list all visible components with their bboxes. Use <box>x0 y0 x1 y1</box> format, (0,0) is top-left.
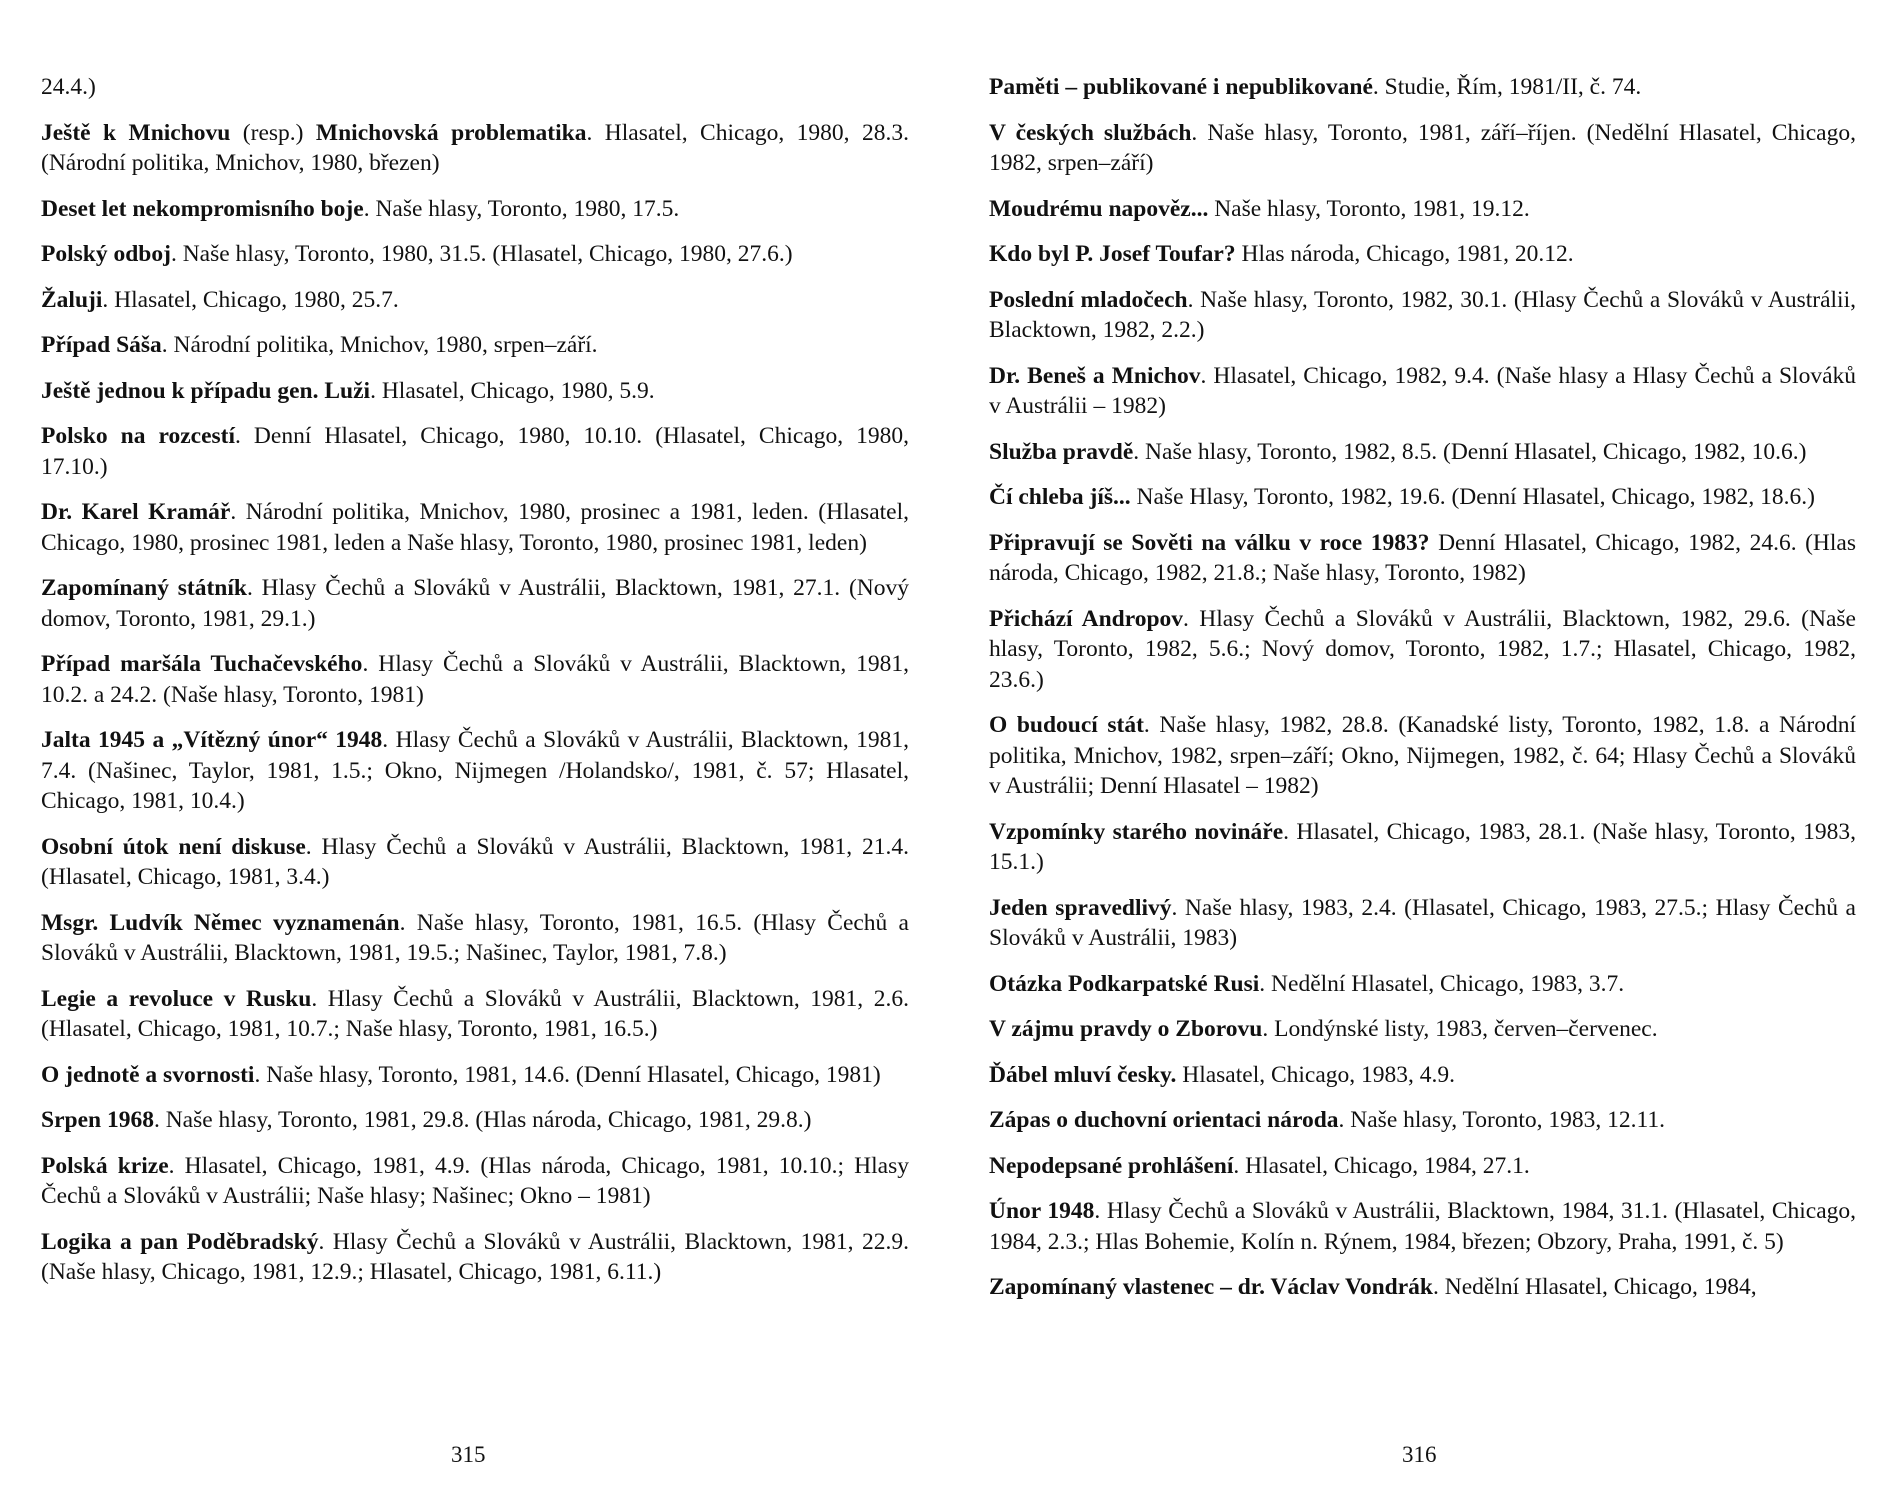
entry-title: Poslední mladočech <box>989 286 1188 313</box>
bibliography-entry <box>41 194 909 225</box>
entry-text: . Hlasy Čechů a Slováků v Austrálii, Blacktown, 1981, 21.4. (Hlasatel, Chicago, 1981, 3.4.) <box>41 833 910 890</box>
bibliography-entry <box>41 497 909 558</box>
entry-text: . Hlasatel, Chicago, 1984, 27.1. <box>1233 1152 1530 1179</box>
entry-text: . Naše hlasy, Toronto, 1980, 31.5. (Hlasatel, Chicago, 1980, 27.6.) <box>170 241 793 267</box>
bibliography-entry <box>41 118 909 179</box>
entry-title: Jalta 1945 a „Vítězný únor“ 1948 <box>41 727 383 753</box>
entry-title: Msgr. Ludvík Němec vyznamenán <box>41 909 400 936</box>
bibliography-entry <box>41 330 909 361</box>
bibliography-entry <box>41 725 909 817</box>
entry-title: Polský odboj <box>41 241 171 267</box>
bibliography-entry <box>41 984 909 1045</box>
entry-text: . Naše hlasy, Toronto, 1980, 17.5. <box>363 195 680 222</box>
bibliography-entry <box>989 604 1856 696</box>
bibliography-entry <box>41 376 909 407</box>
entry-title: Moudrému napověz... <box>989 195 1209 222</box>
entry-text: . Hlasatel, Chicago, 1980, 25.7. <box>102 286 399 313</box>
entry-title: O jednotě a svornosti <box>41 1061 255 1088</box>
bibliography-entry <box>41 573 909 634</box>
bibliography-entry <box>989 893 1856 954</box>
bibliography-entry <box>989 1060 1856 1091</box>
entry-text: . Hlasy Čechů a Slováků v Austrálii, Blacktown, 1981, 27.1. (Nový domov, Toronto, 1981, 29.1.) <box>41 575 909 632</box>
bibliography-entry <box>989 239 1856 270</box>
entry-text: . Hlasy Čechů a Slováků v Austrálii, Blacktown, 1981, 7.4. (Našinec, Taylor, 1981, 1.5.; Okno, Nijmegen /Holandsko/, 1981, č. 57; Hlasatel, Chicago, 1981, 10.4.) <box>41 727 909 814</box>
bibliography-entry <box>989 72 1856 103</box>
entry-title: Dr. Karel Kramář <box>41 499 231 525</box>
entry-text: . Hlasatel, Chicago, 1980, 28.3. (Národní politika, Mnichov, 1980, březen) <box>41 119 909 176</box>
entry-title: Legie a revoluce v Rusku <box>41 985 312 1012</box>
entry-title: Jeden spravedlivý <box>989 894 1172 921</box>
entry-text: Naše hlasy, Toronto, 1981, 19.12. <box>1208 195 1530 222</box>
entry-title: Čí chleba jíš... <box>989 484 1131 510</box>
bibliography-entry <box>989 437 1856 468</box>
entry-title: Služba pravdě <box>989 438 1134 465</box>
entry-text: . Naše hlasy, Toronto, 1982, 30.1. (Hlasy Čechů a Slováků v Austrálii, Blacktown, 1982, 2.2.) <box>989 286 1856 343</box>
bibliography-entry <box>989 482 1856 513</box>
entry-title: Polsko na rozcestí <box>41 423 236 449</box>
entry-text: . Londýnské listy, 1983, červen–červenec. <box>1262 1016 1658 1042</box>
entry-title: V zájmu pravdy o Zborovu <box>989 1016 1263 1042</box>
entry-text: . Nedělní Hlasatel, Chicago, 1984, <box>1432 1274 1757 1300</box>
entry-title: Únor 1948 <box>989 1198 1095 1224</box>
entry-title: Kdo byl P. Josef Toufar? <box>989 241 1236 267</box>
bibliography-list <box>989 72 1856 1303</box>
entry-text: . Naše hlasy, 1983, 2.4. (Hlasatel, Chicago, 1983, 27.5.; Hlasy Čechů a Slováků v Austrálii, 1983) <box>989 894 1856 951</box>
page-number-right: 316 <box>1402 1442 1437 1467</box>
entry-title: Paměti – publikované i nepublikované <box>989 74 1373 100</box>
bibliography-entry <box>989 817 1856 878</box>
entry-title: Ďábel mluví česky. <box>989 1061 1177 1088</box>
entry-text: . Naše hlasy, Toronto, 1981, 29.8. (Hlas národa, Chicago, 1981, 29.8.) <box>153 1107 812 1133</box>
page-number-left: 315 <box>451 1442 486 1467</box>
entry-title: Připravují se Sověti na válku v roce 1983? <box>989 529 1430 556</box>
entry-title: Polská krize <box>41 1152 169 1179</box>
entry-text: . Naše hlasy, Toronto, 1981, září–říjen. (Nedělní Hlasatel, Chicago, 1982, srpen–září) <box>989 119 1856 176</box>
bibliography-entry <box>989 969 1856 1000</box>
entry-title: Žaluji <box>41 286 103 313</box>
bibliography-entry <box>41 1060 909 1091</box>
entry-title: Vzpomínky starého novináře <box>989 818 1284 845</box>
bibliography-entry <box>41 832 909 893</box>
entry-title: Ještě jednou k případu gen. Luži <box>41 377 371 404</box>
entry-text: Hlasatel, Chicago, 1983, 4.9. <box>1176 1061 1456 1088</box>
bibliography-entry <box>41 649 909 710</box>
bibliography-entry <box>989 1196 1856 1257</box>
entry-text: . Hlasatel, Chicago, 1980, 5.9. <box>370 377 655 404</box>
bibliography-entry <box>989 118 1856 179</box>
entry-title: Deset let nekompromisního boje <box>41 195 364 222</box>
entry-text: . Hlasatel, Chicago, 1981, 4.9. (Hlas národa, Chicago, 1981, 10.10.; Hlasy Čechů a Slováků v Austrálii; Naše hlasy; Našinec; Okno – 1981) <box>41 1152 909 1209</box>
entry-text: Denní Hlasatel, Chicago, 1982, 24.6. (Hlas národa, Chicago, 1982, 21.8.; Naše hlasy, Toronto, 1982) <box>989 529 1857 586</box>
entry-text: . Hlasy Čechů a Slováků v Austrálii, Blacktown, 1984, 31.1. (Hlasatel, Chicago, 1984, 2.3.; Hlas Bohemie, Kolín n. Rýnem, 1984, březen; Obzory, Praha, 1991, č. 5) <box>989 1198 1857 1255</box>
entry-text: . Studie, Řím, 1981/II, č. 74. <box>1372 74 1642 100</box>
entry-title: V českých službách <box>989 119 1192 146</box>
entry-text: . Naše hlasy, Toronto, 1981, 16.5. (Hlasy Čechů a Slováků v Austrálii, Blacktown, 1981, 19.5.; Našinec, Taylor, 1981, 7.8.) <box>41 909 909 966</box>
bibliography-entry <box>41 1105 909 1136</box>
entry-title: Srpen 1968 <box>41 1107 154 1133</box>
entry-text: 24.4.) <box>41 74 96 100</box>
bibliography-entry <box>989 1151 1856 1182</box>
entry-text: . Nedělní Hlasatel, Chicago, 1983, 3.7. <box>1259 970 1625 997</box>
entry-text: . Národní politika, Mnichov, 1980, srpen–září. <box>161 332 598 358</box>
bibliography-entry <box>41 1151 909 1212</box>
bibliography-list <box>41 72 909 1288</box>
entry-title: Ještě k Mnichovu <box>41 119 231 146</box>
entry-text: . Hlasy Čechů a Slováků v Austrálii, Blacktown, 1982, 29.6. (Naše hlasy, Toronto, 1982, 5.6.; Nový domov, Toronto, 1982, 1.7.; Hlasatel, Chicago, 1982, 23.6.) <box>989 605 1856 693</box>
bibliography-entry <box>989 1272 1856 1303</box>
bibliography-entry <box>989 194 1856 225</box>
entry-text: (resp.) <box>230 119 316 146</box>
bibliography-entry <box>41 72 909 103</box>
entry-text: . Naše hlasy, Toronto, 1981, 14.6. (Denní Hlasatel, Chicago, 1981) <box>254 1061 881 1088</box>
bibliography-entry <box>41 1227 909 1288</box>
bibliography-entry <box>41 421 909 482</box>
entry-title: Zapomínaný státník <box>41 575 247 601</box>
entry-title: Případ Sáša <box>41 332 162 358</box>
entry-text: . Hlasy Čechů a Slováků v Austrálii, Blacktown, 1981, 2.6. (Hlasatel, Chicago, 1981, 10.7.; Naše hlasy, Toronto, 1981, 16.5.) <box>41 985 909 1042</box>
entry-title: Mnichovská problematika <box>315 119 587 146</box>
bibliography-entry <box>989 710 1856 802</box>
entry-title: Zápas o duchovní orientaci národa <box>989 1107 1339 1133</box>
entry-text: . Denní Hlasatel, Chicago, 1980, 10.10. (Hlasatel, Chicago, 1980, 17.10.) <box>41 423 910 480</box>
bibliography-entry <box>989 528 1856 589</box>
bibliography-entry <box>41 285 909 316</box>
right-page <box>989 72 1856 1472</box>
entry-title: Případ maršála Tuchačevského <box>41 651 363 677</box>
entry-title: Zapomínaný vlastenec – dr. Václav Vondrák <box>989 1274 1433 1300</box>
entry-text: . Hlasatel, Chicago, 1983, 28.1. (Naše hlasy, Toronto, 1983, 15.1.) <box>989 818 1856 875</box>
bibliography-entry <box>989 285 1856 346</box>
entry-title: Logika a pan Poděbradský <box>41 1228 319 1255</box>
bibliography-entry <box>41 908 909 969</box>
entry-title: Dr. Beneš a Mnichov <box>989 362 1201 389</box>
entry-text: . Naše hlasy, Toronto, 1983, 12.11. <box>1338 1107 1665 1133</box>
entry-title: Nepodepsané prohlášení <box>989 1152 1234 1179</box>
bibliography-entry <box>989 1014 1856 1045</box>
entry-text: . Hlasy Čechů a Slováků v Austrálii, Blacktown, 1981, 22.9. (Naše hlasy, Chicago, 1981, 12.9.; Hlasatel, Chicago, 1981, 6.11.) <box>41 1228 910 1285</box>
entry-text: . Naše hlasy, Toronto, 1982, 8.5. (Denní Hlasatel, Chicago, 1982, 10.6.) <box>1133 438 1807 465</box>
entry-text: . Hlasatel, Chicago, 1982, 9.4. (Naše hlasy a Hlasy Čechů a Slováků v Austrálii – 1982) <box>989 362 1856 419</box>
entry-text: Hlas národa, Chicago, 1981, 20.12. <box>1235 241 1574 267</box>
bibliography-entry <box>989 1105 1856 1136</box>
entry-text: . Hlasy Čechů a Slováků v Austrálii, Blacktown, 1981, 10.2. a 24.2. (Naše hlasy, Toronto, 1981) <box>41 651 910 708</box>
bibliography-entry <box>41 239 909 270</box>
entry-title: O budoucí stát <box>989 712 1144 738</box>
entry-text: . Národní politika, Mnichov, 1980, prosinec a 1981, leden. (Hlasatel, Chicago, 1980, prosinec 1981, leden a Naše hlasy, Toronto, 1980, prosinec 1981, leden) <box>41 499 909 556</box>
left-page <box>41 72 909 1472</box>
entry-text: . Naše hlasy, 1982, 28.8. (Kanadské listy, Toronto, 1982, 1.8. a Národní politika, Mnichov, 1982, srpen–září; Okno, Nijmegen, 1982, č. 64; Hlasy Čechů a Slováků v Austrálii; Denní Hlasatel – 1982) <box>989 712 1856 799</box>
entry-title: Přichází Andropov <box>989 605 1184 632</box>
entry-title: Otázka Podkarpatské Rusi <box>989 970 1260 997</box>
entry-title: Osobní útok není diskuse <box>41 833 306 860</box>
bibliography-entry <box>989 361 1856 422</box>
entry-text: Naše Hlasy, Toronto, 1982, 19.6. (Denní Hlasatel, Chicago, 1982, 18.6.) <box>1130 484 1815 510</box>
